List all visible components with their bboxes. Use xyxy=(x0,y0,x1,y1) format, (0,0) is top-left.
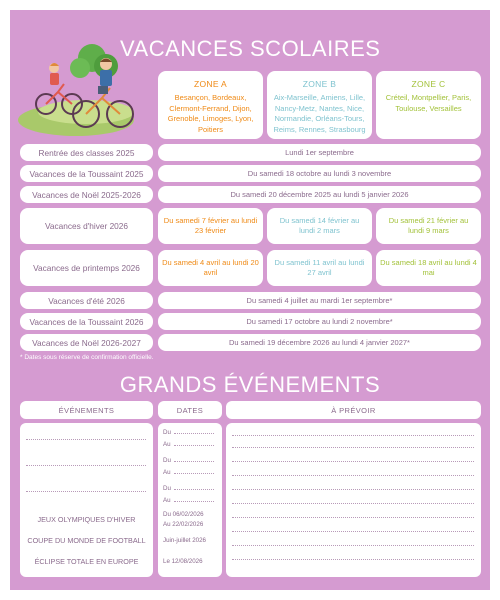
plan-write-line[interactable] xyxy=(232,531,474,532)
plan-write-line[interactable] xyxy=(232,559,474,560)
eclipse-date: Le 12/08/2026 xyxy=(163,558,203,565)
row-label-toussaint-2026: Vacances de la Toussaint 2026 xyxy=(20,313,153,330)
event-write-line[interactable] xyxy=(26,465,146,466)
row-label-toussaint-2025: Vacances de la Toussaint 2025 xyxy=(20,165,153,182)
printemps-zone-a-dates: Du samedi 4 avril au lundi 20 avril xyxy=(158,250,263,286)
hiver-zone-c-dates: Du samedi 21 février au lundi 9 mars xyxy=(376,208,481,244)
zone-c-header xyxy=(376,71,481,139)
row-dates-noel-2026-2027: Du samedi 19 décembre 2026 au lundi 4 janvier 2027* xyxy=(158,334,481,351)
column-header-plan: À PRÉVOIR xyxy=(226,401,481,419)
olympics-date-from: Du 06/02/2026 xyxy=(163,511,204,518)
row-label-ete-2026: Vacances d'été 2026 xyxy=(20,292,153,309)
row-dates-toussaint-2025: Du samedi 18 octobre au lundi 3 novembre xyxy=(158,165,481,182)
plan-write-line[interactable] xyxy=(232,503,474,504)
date-to-prefix: Au xyxy=(163,497,171,504)
plan-write-line[interactable] xyxy=(232,461,474,462)
plan-write-line[interactable] xyxy=(232,447,474,448)
event-name-eclipse: ÉCLIPSE TOTALE EN EUROPE xyxy=(34,557,139,566)
plan-panel xyxy=(226,423,481,577)
row-dates-toussaint-2026: Du samedi 17 octobre au lundi 2 novembre* xyxy=(158,313,481,330)
date-from-prefix: Du xyxy=(163,429,171,436)
page-title: VACANCES SCOLAIRES xyxy=(120,36,381,61)
printemps-zone-c-dates: Du samedi 18 avril au lundi 4 mai xyxy=(376,250,481,286)
row-label-rentree-2025: Rentrée des classes 2025 xyxy=(20,144,153,161)
date-to-prefix: Au xyxy=(163,469,171,476)
zone-a-name: ZONE A xyxy=(194,79,227,89)
date-from-prefix: Du xyxy=(163,457,171,464)
hiver-zone-a-dates: Du samedi 7 février au lundi 23 février xyxy=(158,208,263,244)
date-to-line[interactable] xyxy=(163,469,214,476)
events-title: GRANDS ÉVÉNEMENTS xyxy=(119,372,381,397)
zone-b-header xyxy=(267,71,372,139)
zone-a-header xyxy=(158,71,263,139)
events-panel xyxy=(20,423,153,577)
date-from-line[interactable] xyxy=(163,429,214,436)
world-cup-date: Juin-juillet 2026 xyxy=(163,537,206,544)
olympics-date-to: Au 22/02/2026 xyxy=(163,521,204,528)
column-header-dates: DATES xyxy=(158,401,222,419)
plan-write-line[interactable] xyxy=(232,475,474,476)
hiver-zone-b-dates: Du samedi 14 février au lundi 2 mars xyxy=(267,208,372,244)
zone-c-name: ZONE C xyxy=(411,79,446,89)
date-from-line[interactable] xyxy=(163,485,214,492)
row-dates-noel-2025-2026: Du samedi 20 décembre 2025 au lundi 5 janvier 2026 xyxy=(158,186,481,203)
printemps-zone-b-dates: Du samedi 11 avril au lundi 27 avril xyxy=(267,250,372,286)
row-label-printemps-2026: Vacances de printemps 2026 xyxy=(20,250,153,286)
zone-a-cities: Besançon, Bordeaux, Clermont-Ferrand, Dijon, Grenoble, Limoges, Lyon, Poitiers xyxy=(167,93,254,134)
zone-b-cities: Aix-Marseille, Amiens, Lille, Nancy-Metz, Nantes, Nice, Normandie, Orléans-Tours, Reims, Rennes, Strasbourg xyxy=(273,93,366,134)
event-name-olympics: JEUX OLYMPIQUES D'HIVER xyxy=(37,515,136,524)
plan-write-line[interactable] xyxy=(232,489,474,490)
footnote: * Dates sous réserve de confirmation officielle. xyxy=(20,354,154,361)
date-from-line[interactable] xyxy=(163,457,214,464)
row-dates-ete-2026: Du samedi 4 juillet au mardi 1er septembre* xyxy=(158,292,481,309)
event-write-line[interactable] xyxy=(26,491,146,492)
date-to-prefix: Au xyxy=(163,441,171,448)
dates-panel xyxy=(158,423,222,577)
zone-b-name: ZONE B xyxy=(302,79,337,89)
plan-write-line[interactable] xyxy=(232,545,474,546)
event-write-line[interactable] xyxy=(26,439,146,440)
zone-c-cities: Créteil, Montpellier, Paris, Toulouse, Versailles xyxy=(385,93,472,113)
plan-write-line[interactable] xyxy=(232,517,474,518)
plan-write-line[interactable] xyxy=(232,435,474,436)
column-header-events: ÉVÉNEMENTS xyxy=(20,401,153,419)
event-name-world-cup: COUPE DU MONDE DE FOOTBALL xyxy=(27,536,146,545)
row-label-noel-2025-2026: Vacances de Noël 2025-2026 xyxy=(20,186,153,203)
date-to-line[interactable] xyxy=(163,441,214,448)
row-label-hiver-2026: Vacances d'hiver 2026 xyxy=(20,208,153,244)
date-from-prefix: Du xyxy=(163,485,171,492)
date-to-line[interactable] xyxy=(163,497,214,504)
row-dates-rentree-2025: Lundi 1er septembre xyxy=(158,144,481,161)
row-label-noel-2026-2027: Vacances de Noël 2026-2027 xyxy=(20,334,153,351)
